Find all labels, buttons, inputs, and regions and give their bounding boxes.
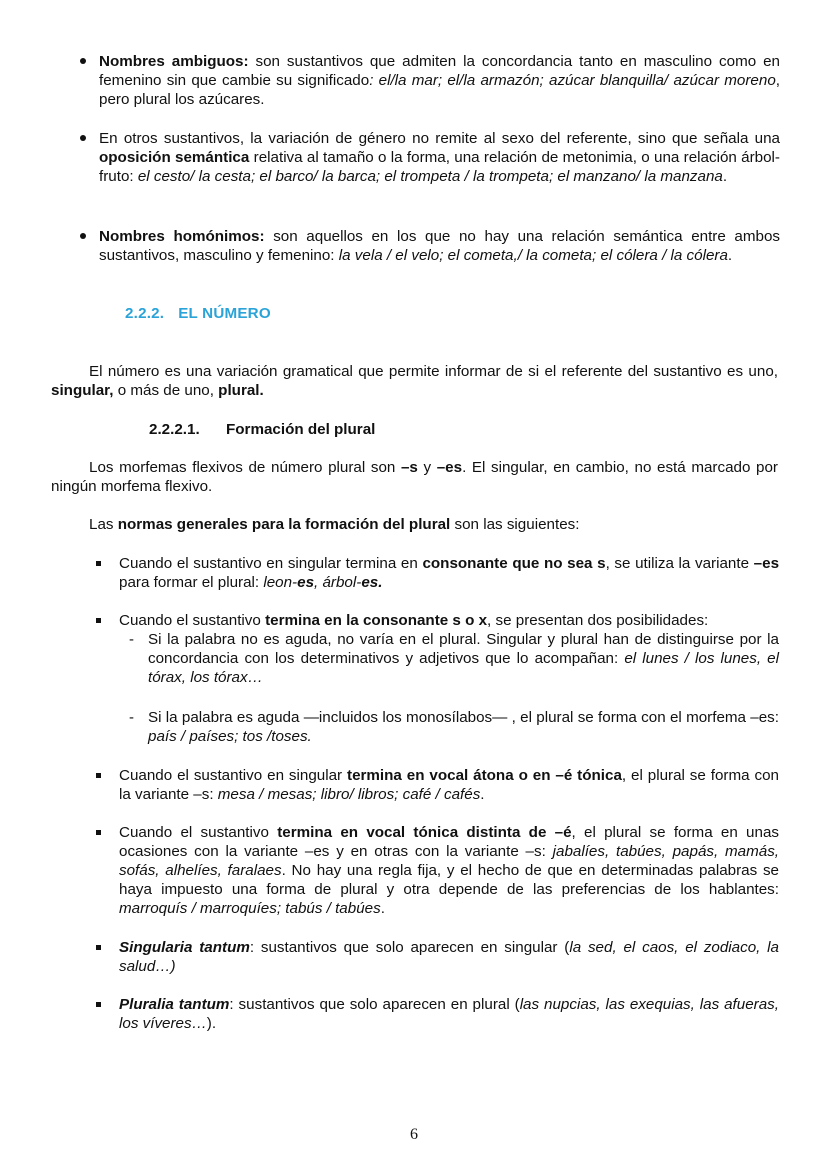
paragraph-text: Si la palabra no es aguda, no varía en el plural. Singular y plural han de distinguirse por la concordancia con los determinativos y adjetivos que lo acompañan: (148, 631, 779, 667)
paragraph-text: Si la palabra es aguda —incluidos los monosílabos— , el plural se forma con el morfema –es: (148, 709, 779, 726)
paragraph-text: son sustantivos que admiten la concordancia tanto en masculino como en femenino sin que cambie su significado (99, 53, 780, 89)
paragraph-text: , pero plural los azúcares. (99, 72, 780, 108)
term-oposicion-semantica: oposición semántica (99, 149, 250, 166)
paragraph-text: para formar el plural: (119, 574, 264, 591)
term-vocal-tonica: termina en vocal tónica distinta de –é (277, 824, 572, 841)
paragraph-text: El número es una variación gramatical que permite informar de si el referente del sustantivo es uno, (89, 363, 778, 380)
bullet-marker (96, 945, 101, 950)
paragraph-text: Cuando el sustantivo en singular termina en (119, 555, 423, 572)
paragraph-text: son aquellos en los que no hay una relación semántica entre ambos sustantivos, masculino y femenino: (99, 228, 781, 264)
section-heading (125, 304, 271, 323)
paragraph-text: . (480, 786, 485, 803)
bullet-nombres-ambiguos (99, 52, 780, 109)
term-consonante-s-x: termina en la consonante s o x (265, 612, 488, 629)
examples-text: el cesto/ la cesta; el barco/ la barca; el trompeta / la trompeta; el manzano/ la manzana (137, 168, 723, 185)
example-text: leon- (263, 574, 298, 591)
examples-text: la sed, el caos, el zodiaco, la salud…) (119, 939, 780, 975)
norma-vocal-atona (119, 766, 779, 804)
examples-text: : el/la mar; el/la armazón; azúcar blanquilla/ azúcar moreno (369, 72, 776, 89)
paragraph-text: En otros sustantivos, la variación de género no remite al sexo del referente, sino que señala una (99, 130, 780, 147)
term-consonante: consonante que no sea s (422, 555, 606, 572)
bullet-marker (96, 1002, 101, 1007)
examples-text: mesa / mesas; libro/ libros; café / cafés (217, 786, 481, 803)
examples-text: jabalíes, tabúes, papás, mamás, sofás, alhelíes, faralaes (119, 843, 780, 879)
example-ending: es. (361, 574, 383, 591)
norma-pluralia-tantum (119, 995, 779, 1033)
examples-text: la vela / el velo; el cometa,/ la cometa; el cólera / la cólera (338, 247, 728, 264)
paragraph-text: Cuando el sustantivo (119, 824, 278, 841)
norma-vocal-tonica (119, 823, 779, 918)
paragraph-text: , el plural se forma con la variante –s: (119, 767, 779, 803)
bullet-marker (96, 830, 101, 835)
subsection-heading (149, 420, 375, 439)
subnorma-no-aguda (148, 630, 779, 687)
dash-marker: - (129, 709, 134, 726)
morfemas-paragraph (51, 458, 778, 496)
subsection-title: Formación del plural (226, 421, 376, 438)
dash-marker: - (129, 631, 134, 648)
bullet-nombres-homonimos (99, 227, 780, 265)
term-vocal-atona: termina en vocal átona o en –é tónica (347, 767, 622, 784)
term-plural: plural. (218, 382, 264, 399)
paragraph-text: : sustantivos que solo aparecen en singular ( (249, 939, 570, 956)
subnorma-aguda (148, 708, 779, 746)
term-singularia-tantum: Singularia tantum (119, 939, 250, 956)
morpheme-s: –s (400, 459, 418, 476)
paragraph-text: ). (206, 1015, 217, 1032)
examples-text: las nupcias, las exequias, las afueras, los víveres… (119, 996, 779, 1032)
term-singular: singular, (51, 382, 114, 399)
paragraph-text: . No hay una regla fija, y el hecho de que en determinadas palabras se haya impuesto una forma de plural y otra depende de las preferencias de los hablantes: (119, 862, 779, 898)
examples-text: el lunes / los lunes, el tórax, los tórax… (148, 650, 779, 686)
paragraph-text: Las (89, 516, 118, 533)
morpheme-es: –es (436, 459, 463, 476)
paragraph-text: son las siguientes: (450, 516, 580, 533)
bullet-marker (96, 561, 101, 566)
page-number: 6 (410, 1126, 418, 1143)
paragraph-text: Cuando el sustantivo en singular (119, 767, 348, 784)
paragraph-text: o más de uno, (113, 382, 219, 399)
norma-singularia-tantum (119, 938, 779, 976)
bullet-marker (96, 618, 101, 623)
bullet-marker (80, 233, 86, 239)
paragraph-text: . El singular, en cambio, no está marcado por ningún morfema flexivo. (51, 459, 778, 495)
paragraph-text: y (417, 459, 437, 476)
subsection-number: 2.2.2.1. (149, 421, 200, 438)
term-normas-generales: normas generales para la formación del plural (117, 516, 451, 533)
bullet-marker (80, 135, 86, 141)
paragraph-text: : sustantivos que solo aparecen en plural ( (229, 996, 520, 1013)
term-nombres-homonimos: Nombres homónimos: (99, 228, 265, 245)
section-title: EL NÚMERO (178, 305, 271, 322)
examples-text: país / países; tos /toses. (148, 728, 312, 745)
paragraph-text: , se utiliza la variante (605, 555, 754, 572)
bullet-marker (80, 58, 86, 64)
paragraph-text: relativa al tamaño o la forma, una relación de metonimia, o una relación árbol-fruto: (99, 149, 780, 185)
normas-intro (89, 515, 779, 534)
term-nombres-ambiguos: Nombres ambiguos: (99, 53, 249, 70)
section-number: 2.2.2. (125, 305, 165, 322)
paragraph-text: Los morfemas flexivos de número plural son (89, 459, 401, 476)
example-text: , árbol- (314, 574, 362, 591)
variant-es: –es (753, 555, 780, 572)
paragraph-text: . (727, 247, 733, 264)
paragraph-text: . (380, 900, 385, 917)
bullet-variacion-genero (99, 129, 780, 186)
bullet-marker (96, 773, 101, 778)
paragraph-text: . (722, 168, 728, 185)
paragraph-text: Cuando el sustantivo (119, 612, 266, 629)
norma-consonante (119, 554, 779, 592)
term-pluralia-tantum: Pluralia tantum (119, 996, 230, 1013)
paragraph-text: , el plural se forma en unas ocasiones con la variante –es y en otras con la variante –s: (119, 824, 779, 860)
norma-s-o-x (119, 611, 779, 630)
examples-text: marroquís / marroquíes; tabús / tabúes (119, 900, 381, 917)
intro-paragraph (51, 362, 778, 400)
paragraph-text: , se presentan dos posibilidades: (487, 612, 709, 629)
example-ending: es (297, 574, 315, 591)
